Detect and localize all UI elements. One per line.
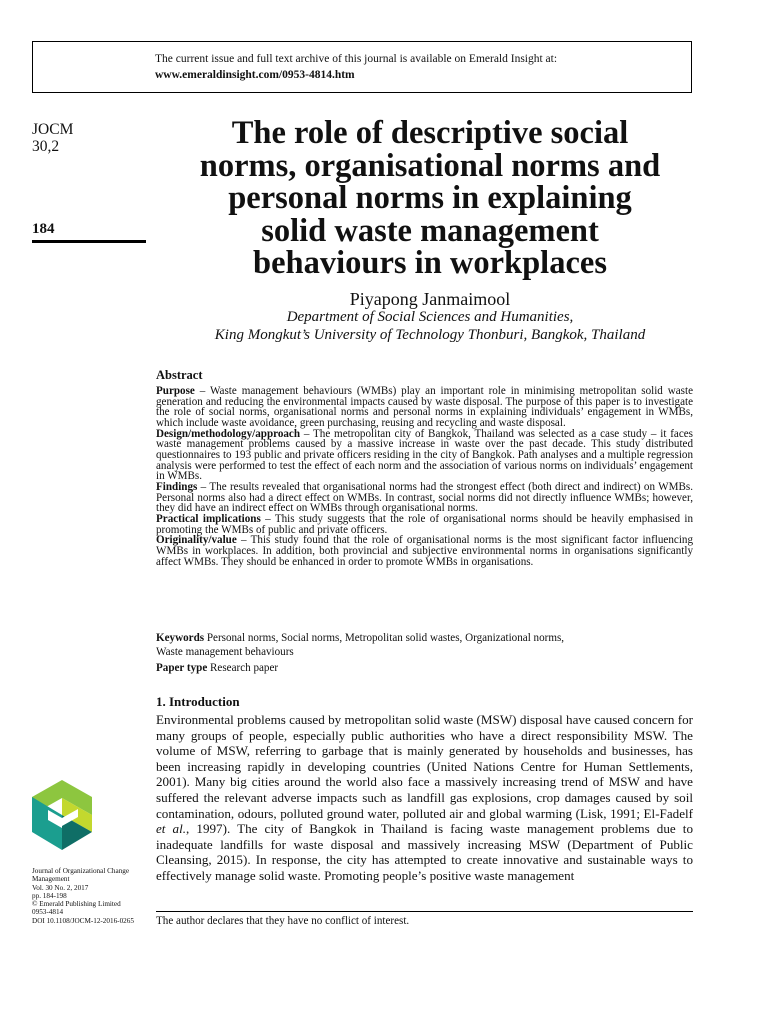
abstract-label: Originality/value [156,534,237,547]
paper-type [156,662,278,674]
footnote-rule [156,911,693,912]
page-number: 184 [32,221,55,237]
author-name: Piyapong Janmaimool [349,289,511,309]
title-line: The role of descriptive social [231,115,629,151]
volume-issue: 30,2 [32,138,60,155]
page-number-rule [32,240,146,243]
introduction-body [156,712,693,884]
publication-metadata [32,867,157,925]
abstract-text: – The results revealed that organisational norms had the strongest effect (both direct and indirect) on WMBs. Personal norms also had a direct effect on WMBs. In contrast, social norms did not directly influence WMBs; however, they did have an indirect effect on WMBs through organisational norms. [156,480,693,515]
journal-url-link[interactable]: www.emeraldinsight.com/0953-4814.htm [155,69,355,81]
meta-line: Management [32,875,70,884]
author-affiliation-line1: Department of Social Sciences and Humanities, [286,309,574,325]
abstract-section [156,535,693,567]
abstract-section [156,514,693,535]
keywords-text: Personal norms, Social norms, Metropolitan solid wastes, Organizational norms, [204,632,565,644]
introduction-heading: 1. Introduction [156,694,240,709]
intro-text: Environmental problems caused by metropolitan solid waste (MSW) disposal have caused concern for many groups of people, especially public authorities who have a direct responsibility MSW. The volume of MSW, referring to garbage that is mainly generated by households and businesses, has been increasing rapidly in developing countries (United Nations Centre for Human Settlements, 2001). Many big cities around the world also face a massively increasing trend of MSW and have suffered the relevant adverse impacts such as landfill gas explosions, crop damages caused by soil contamination, odours, polluted ground water, polluted air and global warming (Lisk, 1991; El-Fadelf [156,712,693,821]
abstract-text: – This study found that the role of organisational norms is the most significant factor influencing WMBs in workplaces. In addition, both provincial and subjective environmental norms in organisations significantly affect WMBs. They should be enhanced in order to promote WMBs in organisations. [156,534,693,568]
keywords-text-2: Waste management behaviours [156,645,294,658]
doi[interactable]: DOI 10.1108/JOCM-12-2016-0265 [32,916,134,925]
abstract-label: Practical implications [156,512,261,525]
journal-code [32,121,73,155]
meta-line: 0953-4814 [32,908,64,917]
paper-type-value: Research paper [207,662,279,674]
meta-line: pp. 184-198 [32,891,67,900]
publisher-logo-icon [32,780,92,850]
title-line: personal norms in explaining [228,180,632,216]
abstract-body [156,386,693,567]
intro-text-continued: , 1997). The city of Bangkok in Thailand is facing waste management problems due to inadequate landfills for waste disposal and massively increasing MSW (Department of Public Cleansing, 2015). In response, the city has attempted to create innovative and sustainable ways to effectively manage solid waste. Promoting people’s positive waste management [156,821,693,883]
banner-text: The current issue and full text archive of this journal is available on Emerald Insight at: [155,53,558,65]
meta-line: Journal of Organizational Change [32,867,130,875]
abstract-text: – Waste management behaviours (WMBs) play an important role in minimising metropolitan solid waste generation and reducing the environmental impacts caused by waste disposal. The purpose of this paper is to investigate the role of social norms, organisational norms and personal norms in explaining individuals’ engagement in WMBs, which include waste avoidance, green purchasing, reusing and recycling and waste disposal. [156,385,693,429]
footnote: The author declares that they have no conflict of interest. [156,915,410,927]
journal-code-text: JOCM [32,121,74,138]
title-line: behaviours in workplaces [253,245,607,281]
keywords [156,632,693,659]
paper-type-label: Paper type [156,662,208,674]
title-line: solid waste management [261,212,599,249]
author-affiliation-line2: King Mongkut’s University of Technology Thonburi, Bangkok, Thailand [214,327,646,343]
meta-line: Vol. 30 No. 2, 2017 [32,883,89,892]
abstract-text: – This study suggests that the role of organisational norms should be heavily emphasised in promoting the WMBs of public and private officers. [156,512,693,536]
abstract-label: Purpose [156,385,195,397]
journal-availability-banner [32,41,692,93]
title-line: norms, organisational norms and [199,147,661,184]
abstract-section [156,429,693,482]
abstract-section [156,482,693,514]
article-title [160,117,700,280]
abstract-heading: Abstract [156,368,203,382]
intro-etal: et al. [156,821,187,837]
keywords-label: Keywords [156,632,205,644]
abstract-label: Findings [156,480,198,493]
abstract-label: Design/methodology/approach [156,427,301,440]
meta-line: © Emerald Publishing Limited [32,900,121,909]
abstract-text: – The metropolitan city of Bangkok, Thailand was selected as a case study – it faces waste management problems caused by a massive increase in waste over the past decade. This study distributed questionnaires to 193 public and private officers residing in the city of Bangkok. Path analyses and a multiple regression analysis were performed to test the effect of each norm and the association of various norms on individuals’ engagement in WMBs. [156,427,693,483]
abstract-section [156,386,693,429]
